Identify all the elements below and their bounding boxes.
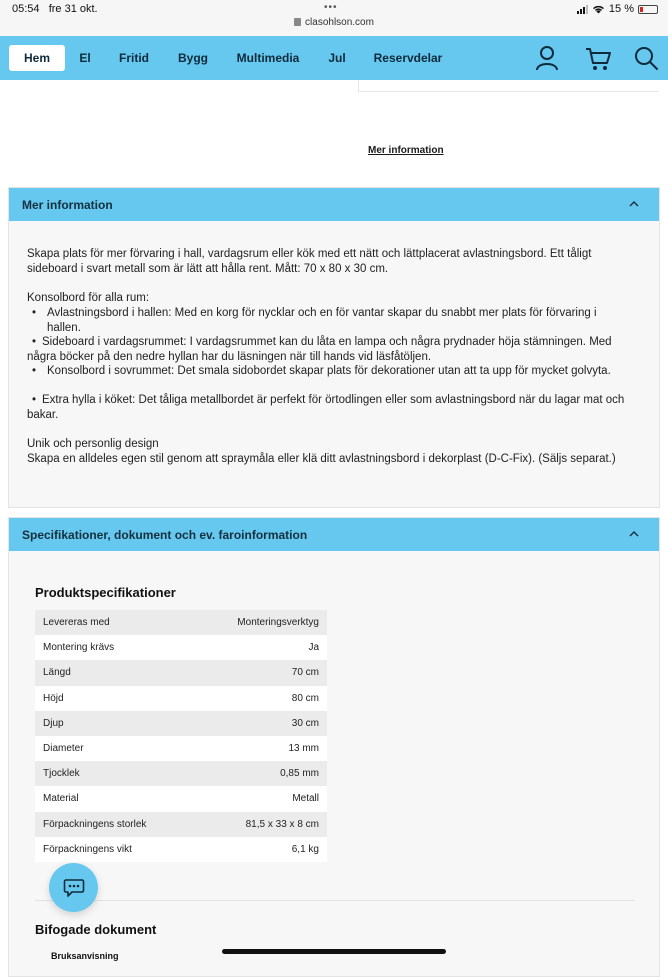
description-panel-header[interactable] [9,188,659,221]
spec-label: Montering krävs [35,635,196,660]
nav-jul[interactable]: Jul [328,51,346,65]
table-row [35,736,327,761]
nav-el[interactable]: El [79,51,91,65]
spec-value: 30 cm [196,711,327,736]
table-row [35,812,327,837]
design-text: Skapa en alldeles egen stil genom att spraymåla eller klä ditt avlastningsbord i dekorplast (D-C-Fix). (Säljs separat.) [27,453,616,465]
spec-value: Metall [196,786,327,811]
spec-value: Monteringsverktyg [196,610,327,635]
spec-label: Tjocklek [35,761,196,786]
status-time: 05:54 fre 31 okt. [12,3,98,15]
spec-table [35,610,327,862]
spec-value: 13 mm [196,736,327,761]
spec-value: 70 cm [196,660,327,685]
spec-value: 81,5 x 33 x 8 cm [196,812,327,837]
nav-reservdelar[interactable]: Reservdelar [373,51,443,65]
nav-multimedia[interactable]: Multimedia [236,51,300,65]
home-indicator[interactable] [222,949,446,954]
spec-label: Förpackningens vikt [35,837,196,862]
table-row [35,711,327,736]
bullet-item: • Extra hylla i köket: Det tåliga metallbordet är perfekt för örtodlingen eller som avlastningsbord när du lagar mat och bakar. [27,394,625,421]
signal-icon [577,5,588,14]
status-date: fre 31 okt. [48,3,98,15]
battery-percent: 15 % [608,3,634,15]
user-icon[interactable] [533,44,561,72]
previous-section-box [358,80,658,92]
description-panel-title: Mer information [22,198,113,212]
spec-label: Material [35,786,196,811]
table-row [35,761,327,786]
table-row [35,686,327,711]
section-divider [35,900,635,901]
spec-label: Djup [35,711,196,736]
table-row [35,635,327,660]
bullet-item: • Konsolbord i sovrummet: Det smala sidobordet skapar plats för dekorationer utan att ta upp för mycket golvyta. [32,365,611,377]
cart-icon[interactable] [584,44,612,72]
description-section-heading: Konsolbord för alla rum: [27,292,150,304]
battery-icon [638,5,658,14]
design-heading: Unik och personlig design [27,438,159,450]
spec-label: Höjd [35,686,196,711]
mer-information-link[interactable]: Mer information [368,145,444,156]
spec-value: 0,85 mm [196,761,327,786]
bullet-item: • Sideboard i vardagsrummet: I vardagsrummet kan du låta en lampa och några prydnader höja stämningen. Med några böcker på den nedre hyllan har du läsningen när till hands vid läsfåtöljen. [27,336,612,363]
nav-fritid[interactable]: Fritid [119,51,149,65]
spec-heading: Produktspecifikationer [35,585,176,600]
more-dots-icon[interactable]: ••• [324,2,338,13]
main-nav [0,36,668,80]
spec-label: Längd [35,660,196,685]
table-row [35,837,327,862]
chat-icon [63,878,85,898]
documents-heading: Bifogade dokument [35,922,157,937]
spec-value: 80 cm [196,686,327,711]
table-row [35,610,327,635]
bullet-item: • Avlastningsbord i hallen: Med en korg för nycklar och en för vantar skapar du snabbt mer plats för förvaring i hallen. [32,307,597,334]
status-indicators [577,3,658,15]
spec-label: Förpackningens storlek [35,812,196,837]
spec-label: Diameter [35,736,196,761]
nav-hem[interactable]: Hem [9,45,65,71]
spec-label: Levereras med [35,610,196,635]
manual-link[interactable]: Bruksanvisning [51,951,119,961]
chevron-up-icon[interactable] [629,530,639,538]
chevron-up-icon[interactable] [629,200,639,208]
spec-panel-header[interactable] [9,518,659,551]
table-row [35,786,327,811]
spec-value: Ja [196,635,327,660]
nav-bygg[interactable]: Bygg [178,51,208,65]
address-bar[interactable] [0,17,668,28]
lock-icon [294,18,301,26]
chat-button[interactable] [49,863,98,912]
description-intro: Skapa plats för mer förvaring i hall, vardagsrum eller kök med ett nätt och lättplacerat avlastningsbord. Ett tåligt sideboard i svart metall som är lätt att hålla rent. Mått: 70 x 80 x 30 cm. [27,248,592,275]
spec-panel-title: Specifikationer, dokument och ev. faroinformation [22,528,308,542]
url-text: clasohlson.com [305,17,374,28]
spec-value: 6,1 kg [196,837,327,862]
table-row [35,660,327,685]
wifi-icon [592,4,605,14]
status-bar [0,0,668,36]
search-icon[interactable] [632,44,660,72]
